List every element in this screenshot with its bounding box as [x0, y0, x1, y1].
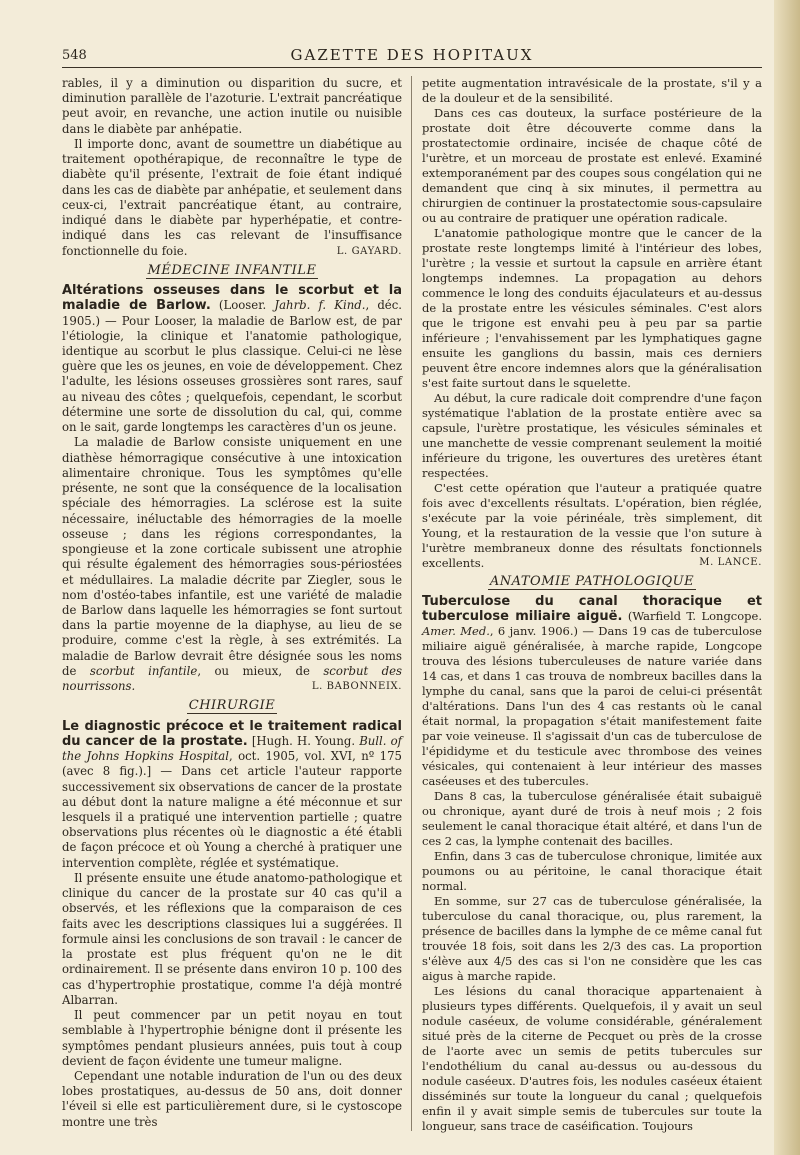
paragraph: En somme, sur 27 cas de tuberculose généralisée, la tuberculose du canal thoracique, ou, plus rarement, la présence de bacilles dans la lymphe de ce même canal fut trouvée 18 fois, soit dans les 2/3 des cas. La proportion s'élève aux 4/5 des cas si l'on ne considère que les cas aigus à marche rapide.	[422, 894, 762, 984]
journal-reference: Bull. of the Johns Hopkins Hospital	[62, 733, 402, 764]
paragraph: Cependant une notable induration de l'un ou des deux lobes prostatiques, au-dessus de 50 ans, doit donner l'éveil si elle est particulièrement dure, si le cystoscope montre une très	[62, 1069, 402, 1129]
paragraph: Il importe donc, avant de soumettre un diabétique au traitement opothérapique, de reconnaître le type de diabète qu'il présente, l'extrait de foie étant indiqué dans les cas de diabète par anhépatie, et seulement dans ceux-ci, l'extrait pancréatique étant, au contraire, indiqué dans le diabète par hyperhépatie, et contre-indiqué dans les cas relevant de l'insuffisance fonctionnelle du foie. L. GAYARD.	[62, 136, 402, 258]
page-edge-shadow	[774, 0, 800, 1155]
page-number: 548	[62, 48, 87, 63]
article-title: Le diagnostic précoce et le traitement radical du cancer de la prostate.	[62, 718, 402, 749]
header-rule	[62, 67, 762, 68]
paragraph: Dans 8 cas, la tuberculose généralisée était subaiguë ou chronique, ayant duré de trois à neuf mois ; 2 fois seulement le canal thoracique était altéré, et dans l'un de ces 2 cas, la lymphe contenait des bacilles.	[422, 789, 762, 849]
article-title: Tuberculose du canal thoracique et tuberculose miliaire aiguë.	[422, 594, 762, 625]
right-column	[422, 76, 762, 1134]
paragraph: rables, il y a diminution ou disparition du sucre, et diminution parallèle de l'azoturie. L'extrait pancréatique peut avoir, en revanche, une action inutile ou nuisible dans le diabète par anhépatie.	[62, 76, 402, 136]
journal-reference: Jahrb. f. Kind.	[274, 298, 366, 313]
paragraph: La maladie de Barlow consiste uniquement en une diathèse hémorragique consécutive à une intoxication alimentaire chronique. Tous les symptômes qu'elle présente, ne sont que la conséquence de la localisation spéciale des hémorragies. La sclérose est la suite nécessaire, inéluctable des hémorragies de la moelle osseuse ; dans les régions correspondantes, la spongieuse et la zone corticale subissent une atrophie qui résulte également des hémorragies sous-périostées et médullaires. La maladie décrite par Ziegler, sous le nom d'ostéo-tabes infantile, est une variété de maladie de Barlow dans laquelle les hémorragies se font surtout dans la partie moyenne de la diaphyse, au lieu de se produire, comme c'est la règle, à ses extrémités. La maladie de Barlow devrait être désignée sous les noms de scorbut infantile, ou mieux, de scorbut des nourrissons. L. BABONNEIX.	[62, 435, 403, 694]
paragraph: L'anatomie pathologique montre que le cancer de la prostate reste longtemps limité à l'intérieur des lobes, l'urètre ; la vessie et surtout la capsule en arrière étant longtemps indemnes. La propagation au dehors commence le long des conduits éjaculateurs et au-dessus de la prostate entre les vésicules séminales. C'est alors que le trigone est envahi peu à peu par sa partie inférieure ; l'envahissement par les lymphatiques gagne ensuite les ganglions du bassin, mais ces derniers peuvent être encore indemnes alors que la généralisation s'est faite surtout dans le squelette.	[422, 225, 762, 390]
author-signature: L. GAYARD.	[336, 245, 402, 257]
article-paragraph: Le diagnostic précoce et le traitement radical du cancer de la prostate. [Hugh. H. Young. Bull. of the Johns Hopkins Hospital, oct. 1905, vol. XVI, nº 175 (avec 8 fig.).] — Dans cet article l'auteur rapporte successivement six observations de cancer de la prostate au début dont la nature maligne a été méconnue et sur lesquels il a pratiqué une intervention partielle ; quatre observations plus récentes où le diagnostic a été établi de façon précoce et où Young a cherché à pratiquer une intervention complète, réglée et systématique.	[62, 718, 402, 870]
paragraph: C'est cette opération que l'auteur a pratiquée quatre fois avec d'excellents résultats. L'opération, bien réglée, s'exécute par la voie périnéale, très simplement, dit Young, et la restauration de la vessie que l'on suture à l'urètre membraneux donne des résultats fonctionnels excellents. M. LANCE.	[422, 480, 762, 570]
running-title: GAZETTE DES HOPITAUX	[290, 46, 534, 64]
paragraph: Il peut commencer par un petit noyau en tout semblable à l'hypertrophie bénigne dont il présente les symptômes pendant plusieurs années, puis tout à coup devient de façon évidente une tumeur maligne.	[62, 1008, 402, 1068]
paragraph: Au début, la cure radicale doit comprendre d'une façon systématique l'ablation de la prostate entière avec sa capsule, l'urètre prostatique, les vésicules séminales et une manchette de vessie comprenant seulement la moitié inférieure du trigone, les ouvertures des uretères étant respectées.	[422, 390, 762, 480]
paragraph: Enfin, dans 3 cas de tuberculose chronique, limitée aux poumons ou au péritoine, le canal thoracique était normal.	[422, 849, 762, 894]
column-divider	[411, 76, 412, 1131]
section-heading-medecine-infantile: MÉDECINE INFANTILE	[147, 262, 317, 278]
paragraph: Il présente ensuite une étude anatomo-pathologique et clinique du cancer de la prostate sur 40 cas qu'il a observés, et les réflexions que la comparaison de ces faits avec les descriptions classiques lui a suggérées. Il formule ainsi les conclusions de son travail : le cancer de la prostate est plus fréquent qu'on ne le dit ordinairement. Il se présente dans environ 10 p. 100 des cas d'hypertrophie prostatique, comme l'a déjà montré Albarran.	[62, 870, 402, 1007]
page-header	[62, 44, 762, 74]
journal-reference: Amer. Med.	[422, 624, 490, 639]
section-heading-anatomie-pathologique: ANATOMIE PATHOLOGIQUE	[489, 574, 695, 590]
article-title: Altérations osseuses dans le scorbut et la maladie de Barlow.	[62, 283, 402, 314]
paragraph: petite augmentation intravésicale de la prostate, s'il y a de la douleur et de la sensibilité.	[422, 76, 762, 105]
author-signature: M. LANCE.	[699, 556, 762, 568]
paragraph: Dans ces cas douteux, la surface postérieure de la prostate doit être découverte comme dans la prostatectomie ordinaire, incisée de chaque côté de l'urètre, et un morceau de prostate est enlevé. Examiné extemporanément par des coupes sous congélation qui ne demandent que cinq à six minutes, il permettra au chirurgien de continuer la prostatectomie sous-capsulaire ou au contraire de pratiquer une opération radicale.	[422, 105, 762, 225]
author-signature: L. BABONNEIX.	[311, 681, 402, 693]
section-heading-chirurgie: CHIRURGIE	[188, 698, 276, 714]
article-paragraph: Altérations osseuses dans le scorbut et la maladie de Barlow. (Looser. Jahrb. f. Kind., déc. 1905.) — Pour Looser, la maladie de Barlow est, de par l'étiologie, la clinique et l'anatomie pathologique, identique au scorbut le plus classique. Celui-ci ne lèse guère que les os jeunes, en voie de développement. Chez l'adulte, les lésions osseuses grossières sont rares, sauf au niveau des côtes ; quelquefois, cependant, le scorbut détermine une sorte de dissolution du cal, qui, comme on le sait, garde longtemps les caractères d'un os jeune.	[62, 283, 402, 435]
article-paragraph: Tuberculose du canal thoracique et tuberculose miliaire aiguë. (Warfield T. Longcope. Amer. Med., 6 janv. 1906.) — Dans 19 cas de tuberculose miliaire aiguë généralisée, à marche rapide, Longcope trouva des lésions tuberculeuses de nature variée dans 14 cas, et dans 1 cas trouva de nombreux bacilles dans la lymphe du canal, sans que la paroi de celui-ci présentât d'altérations. Dans l'un des 4 cas restants où le canal était normal, la propagation s'était manifestement faite par voie veineuse. Il s'agissait d'un cas de tuberculose de l'épididyme et du testicule avec thrombose des veines vésicales, qui contenaient à leur intérieur des masses caséeuses et des tubercules.	[422, 594, 762, 789]
paragraph: Les lésions du canal thoracique appartenaient à plusieurs types différents. Quelquefois, il y avait un seul nodule caséeux, de volume considérable, généralement situé près de la citerne de Pecquet ou près de la crosse de l'aorte avec un semis de petits tubercules sur l'endothélium du canal au-dessus ou au-dessous du nodule caséeux. D'autres fois, les nodules caséeux étaient disséminés sur toute la longueur du canal ; quelquefois enfin il y avait simple semis de tubercules sur toute la longueur, sans trace de caséification. Toujours	[422, 984, 762, 1133]
left-column	[62, 76, 402, 1130]
